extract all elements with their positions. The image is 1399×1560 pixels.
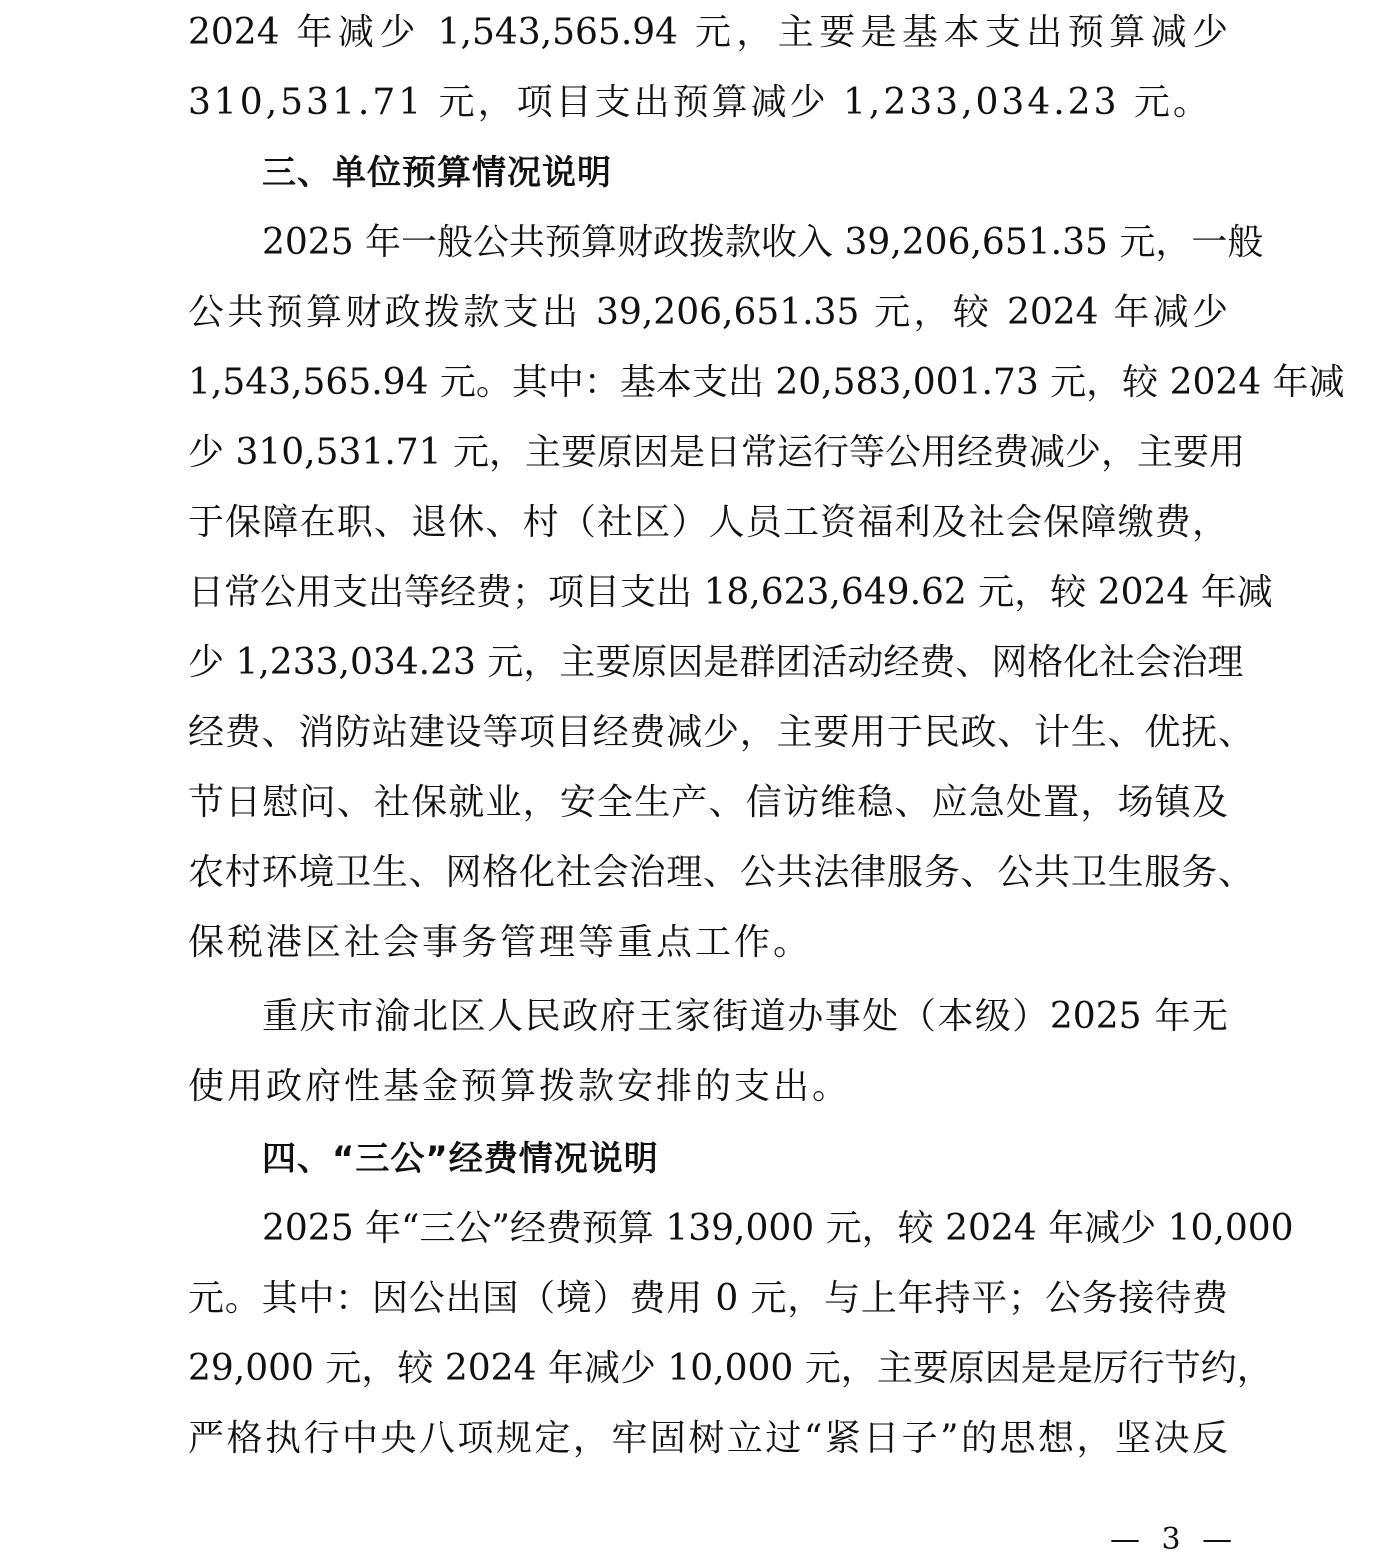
page-number: — 3 — xyxy=(1110,1522,1239,1557)
paragraph-line: 严格执行中央八项规定，牢固树立过“紧日子”的思想，坚决反 xyxy=(188,1418,1228,1459)
paragraph-line: 经费、消防站建设等项目经费减少，主要用于民政、计生、优抚、 xyxy=(188,712,1254,753)
paragraph-line: 公共预算财政拨款支出 39,206,651.35 元，较 2024 年减少 xyxy=(188,292,1228,333)
section-heading-three: 三、单位预算情况说明 xyxy=(262,153,612,193)
paragraph-line: 少 310,531.71 元，主要原因是日常运行等公用经费减少，主要用 xyxy=(188,432,1246,473)
paragraph-line: 2025 年“三公”经费预算 139,000 元，较 2024 年减少 10,000 xyxy=(262,1208,1294,1249)
paragraph-line: 重庆市渝北区人民政府王家街道办事处（本级）2025 年无 xyxy=(262,996,1228,1037)
paragraph-line: 农村环境卫生、网格化社会治理、公共法律服务、公共卫生服务、 xyxy=(188,852,1254,893)
paragraph-line: 2025 年一般公共预算财政拨款收入 39,206,651.35 元，一般 xyxy=(262,222,1264,263)
paragraph-line: 日常公用支出等经费；项目支出 18,623,649.62 元，较 2024 年减 xyxy=(188,572,1273,613)
paragraph-line: 2024 年减少 1,543,565.94 元，主要是基本支出预算减少 xyxy=(188,12,1228,53)
paragraph-line: 29,000 元，较 2024 年减少 10,000 元，主要原因是是厉行节约， xyxy=(188,1348,1273,1389)
paragraph-line: 少 1,233,034.23 元，主要原因是群团活动经费、网格化社会治理 xyxy=(188,642,1244,683)
paragraph-line: 使用政府性基金预算拨款安排的支出。 xyxy=(188,1066,852,1107)
paragraph-line: 保税港区社会事务管理等重点工作。 xyxy=(188,922,813,963)
section-heading-four: 四、“三公”经费情况说明 xyxy=(262,1139,659,1179)
paragraph-line: 节日慰问、社保就业，安全生产、信访维稳、应急处置，场镇及 xyxy=(188,782,1228,823)
paragraph-line: 310,531.71 元，项目支出预算减少 1,233,034.23 元。 xyxy=(188,82,1212,123)
paragraph-line: 于保障在职、退休、村（社区）人员工资福利及社会保障缴费， xyxy=(188,502,1228,543)
paragraph-line: 元。其中：因公出国（境）费用 0 元，与上年持平；公务接待费 xyxy=(188,1278,1228,1319)
paragraph-line: 1,543,565.94 元。其中：基本支出 20,583,001.73 元，较 2024 年减 xyxy=(188,362,1345,403)
